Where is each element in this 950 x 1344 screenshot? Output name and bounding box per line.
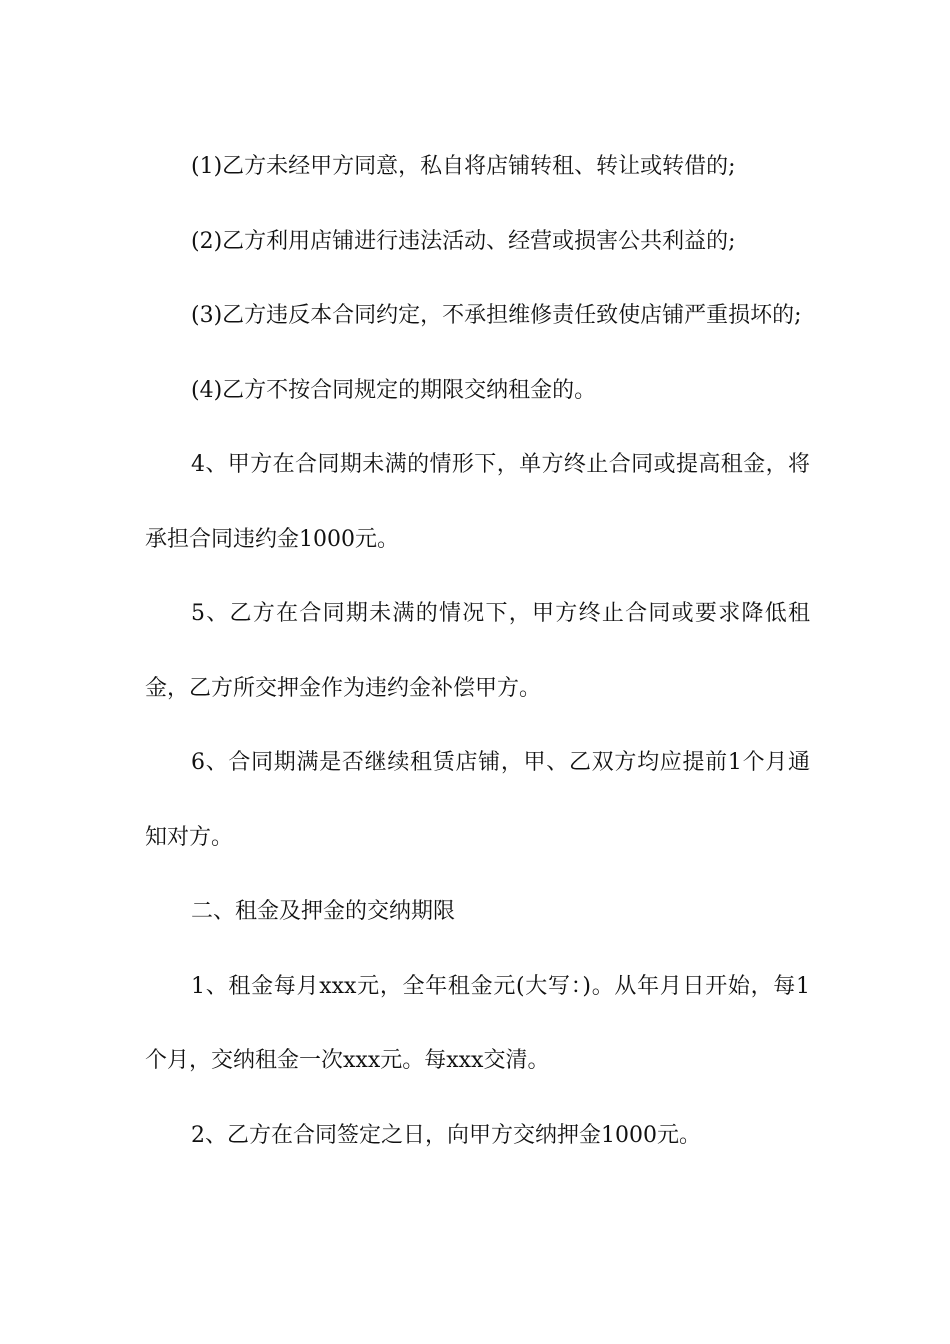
paragraph-item-3: (3)乙方违反本合同约定，不承担维修责任致使店铺严重损坏的; <box>191 303 802 328</box>
document-body <box>145 130 810 1173</box>
paragraph-rent-2: 2、乙方在合同签定之日，向甲方交纳押金1000元。 <box>191 1122 701 1148</box>
paragraph-item-4: (4)乙方不按合同规定的期限交纳租金的。 <box>191 377 597 403</box>
paragraph-clause-5: 5、乙方在合同期未满的情况下，甲方终止合同或要求降低租金，乙方所交押金作为违约金补偿甲方。 <box>145 601 810 701</box>
paragraph-rent-1: 1、租金每月xxx元，全年租金元(大写：)。从年月日开始，每1个月，交纳租金一次xxx元。每xxx交清。 <box>145 973 810 1073</box>
section-heading: 二、租金及押金的交纳期限 <box>191 899 456 924</box>
paragraph-item-1: (1)乙方未经甲方同意，私自将店铺转租、转让或转借的; <box>191 154 736 179</box>
paragraph-clause-6: 6、合同期满是否继续租赁店铺，甲、乙双方均应提前1个月通知对方。 <box>145 750 810 850</box>
paragraph-item-2: (2)乙方利用店铺进行违法活动、经营或损害公共利益的; <box>191 228 736 254</box>
paragraph-clause-4: 4、甲方在合同期未满的情形下，单方终止合同或提高租金，将承担合同违约金1000元。 <box>145 452 810 552</box>
